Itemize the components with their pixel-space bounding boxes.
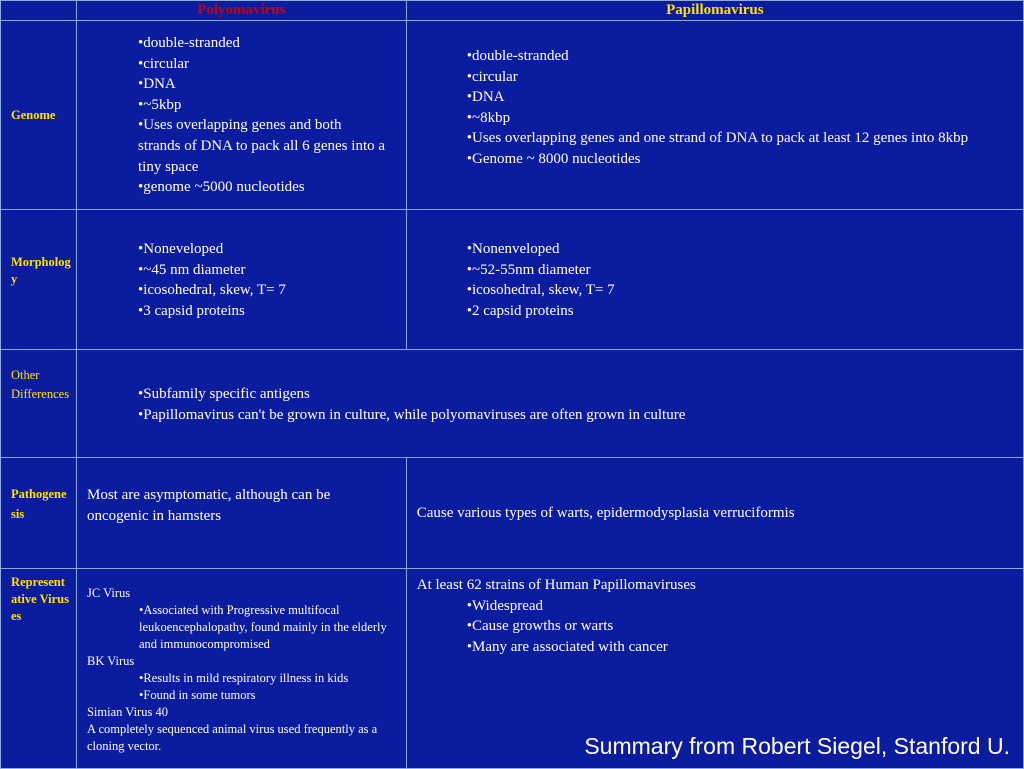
genome-papilloma-list (407, 21, 1023, 170)
genome-row (1, 21, 1024, 210)
representative-papilloma-block (407, 569, 1023, 657)
list-item: •double-stranded (466, 48, 569, 64)
list-item: •Nonenveloped (466, 241, 560, 257)
list-item: •3 capsid proteins (137, 302, 245, 319)
list-item: •icosohedral, skew, T= 7 (137, 282, 286, 299)
bk-virus-note: •Found in some tumors (138, 688, 256, 702)
pathogenesis-label-cell (1, 458, 77, 569)
list-item: •genome ~5000 nucleotides (137, 179, 305, 196)
other-differences-list (77, 350, 1023, 425)
sv40-label: Simian Virus 40 (86, 705, 168, 719)
representative-polyoma-cell (76, 569, 406, 769)
genome-polyoma-cell (76, 21, 406, 210)
genome-label-cell (1, 21, 77, 210)
list-item: •Subfamily specific antigens (137, 386, 310, 402)
list-item: •~8kbp (466, 109, 511, 126)
source-credit: Summary from Robert Siegel, Stanford U. (584, 733, 1010, 759)
other-differences-cell (76, 350, 1023, 458)
header-empty-cell (1, 1, 77, 21)
list-item: •Papillomavirus can't be grown in culture, while polyomaviruses are often grown in culture (137, 406, 686, 423)
list-item: •~5kbp (137, 96, 182, 113)
list-item: •~45 nm diameter (137, 261, 246, 278)
list-item: •Genome ~ 8000 nucleotides (466, 150, 641, 167)
morphology-label-cell (1, 210, 77, 350)
morphology-polyoma-list (77, 210, 406, 321)
morphology-row (1, 210, 1024, 350)
list-item: •DNA (137, 76, 176, 93)
genome-label: Genome (11, 107, 56, 122)
list-item: •Cause growths or warts (466, 618, 614, 635)
morphology-papilloma-cell (406, 210, 1023, 350)
representative-label-cell (1, 569, 77, 769)
sv40-note: A completely sequenced animal virus used frequently as a cloning vector. (86, 722, 378, 753)
morphology-papilloma-list (407, 210, 1023, 321)
pathogenesis-row (1, 458, 1024, 569)
list-item: •Widespread (466, 597, 544, 614)
header-row (1, 1, 1024, 21)
hpv-list (417, 596, 1013, 658)
other-label-cell (1, 350, 77, 458)
pathogenesis-polyoma-cell (76, 458, 406, 569)
list-item: •2 capsid proteins (466, 302, 574, 319)
morphology-polyoma-cell (76, 210, 406, 350)
header-polyomavirus: Polyomavirus (76, 1, 406, 21)
jc-virus-note: •Associated with Progressive multifocal leukoencephalopathy, found mainly in the elderly and immunocompromised (138, 603, 387, 651)
list-item: •DNA (466, 89, 505, 106)
list-item: •Uses overlapping genes and both strands of DNA to pack all 6 genes into a tiny space (137, 117, 386, 175)
list-item: •circular (137, 55, 190, 72)
list-item: •Noneveloped (137, 241, 224, 257)
pathogenesis-papilloma-text: Cause various types of warts, epidermodysplasia verruciformis (416, 504, 795, 521)
list-item: •double-stranded (137, 35, 240, 51)
header-papillomavirus: Papillomavirus (406, 1, 1023, 21)
pathogenesis-label: Pathogenesis (11, 487, 67, 521)
list-item: •~52-55nm diameter (466, 261, 591, 278)
other-differences-row (1, 350, 1024, 458)
list-item: •icosohedral, skew, T= 7 (466, 282, 615, 299)
pathogenesis-polyoma-text: Most are asymptomatic, although can be oncogenic in hamsters (86, 487, 331, 524)
representative-label: Representative Viruses (11, 575, 69, 623)
jc-virus-label: JC Virus (86, 586, 131, 600)
list-item: •Uses overlapping genes and one strand of DNA to pack at least 12 genes into 8kbp (466, 130, 969, 147)
representative-polyoma-block (77, 569, 406, 755)
bk-virus-label: BK Virus (86, 654, 135, 668)
genome-polyoma-list (77, 21, 406, 198)
other-differences-label: Other Differences (11, 368, 70, 401)
genome-papilloma-cell (406, 21, 1023, 210)
pathogenesis-papilloma-cell (406, 458, 1023, 569)
hpv-intro: At least 62 strains of Human Papillomaviruses (416, 577, 696, 593)
bk-virus-note: •Results in mild respiratory illness in kids (138, 671, 349, 685)
morphology-label: Morphology (11, 255, 71, 286)
list-item: •Many are associated with cancer (466, 638, 668, 655)
list-item: •circular (466, 68, 518, 85)
